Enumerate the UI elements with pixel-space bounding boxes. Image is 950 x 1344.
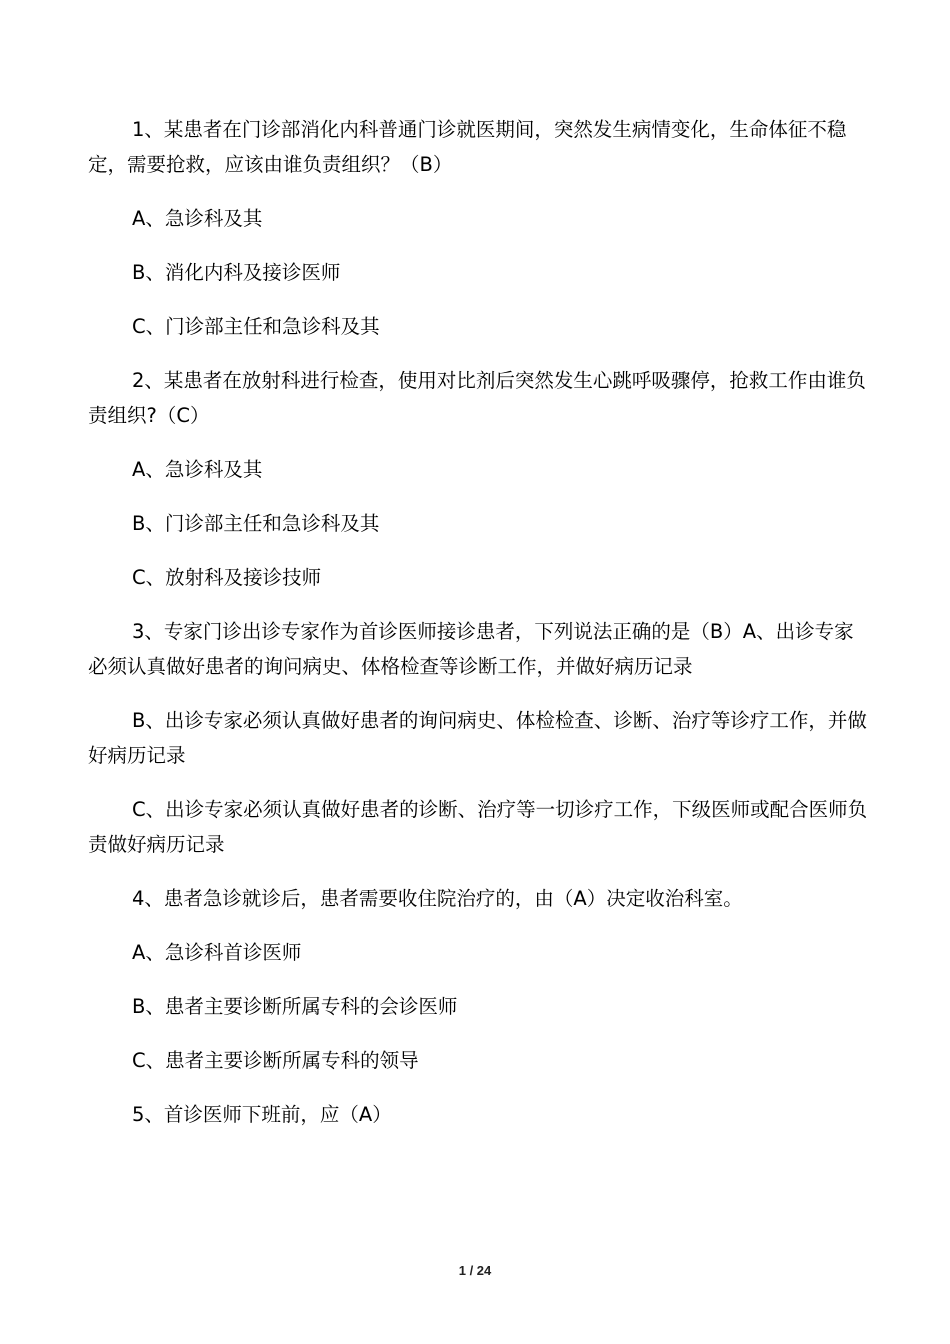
question-1-option-c: C、门诊部主任和急诊科及其 <box>132 315 380 338</box>
question-3-stem: 3、专家门诊出诊专家作为首诊医师接诊患者，下列说法正确的是（B）A、出诊专家必须认真做好患者的询问病史、体格检查等诊断工作，并做好病历记录 <box>88 620 854 678</box>
question-3-option-b: B、出诊专家必须认真做好患者的询问病史、体检检查、诊断、治疗等诊疗工作，并做好病历记录 <box>88 709 867 767</box>
question-2-option-b: B、门诊部主任和急诊科及其 <box>132 512 380 535</box>
question-1-option-b: B、消化内科及接诊医师 <box>132 261 341 284</box>
question-3-option-c: C、出诊专家必须认真做好患者的诊断、治疗等一切诊疗工作，下级医师或配合医师负责做好病历记录 <box>88 798 868 856</box>
question-4-option-b: B、患者主要诊断所属专科的会诊医师 <box>132 995 458 1018</box>
question-1-stem: 1、某患者在门诊部消化内科普通门诊就医期间，突然发生病情变化，生命体征不稳定，需要抢救，应该由谁负责组织？（B） <box>88 118 847 176</box>
question-4-stem: 4、患者急诊就诊后，患者需要收住院治疗的，由（A）决定收治科室。 <box>132 887 743 910</box>
question-2-option-c: C、放射科及接诊技师 <box>132 566 322 589</box>
question-2-stem: 2、某患者在放射科进行检查，使用对比剂后突然发生心跳呼吸骤停，抢救工作由谁负责组织?（C） <box>88 369 866 427</box>
question-5-stem: 5、首诊医师下班前，应（A） <box>132 1103 392 1126</box>
page-number: 1 / 24 <box>458 1263 492 1278</box>
question-4-option-c: C、患者主要诊断所属专科的领导 <box>132 1049 419 1072</box>
question-2-option-a: A、急诊科及其 <box>132 458 263 481</box>
document-body <box>88 112 868 1151</box>
question-1-option-a: A、急诊科及其 <box>132 207 263 230</box>
question-4-option-a: A、急诊科首诊医师 <box>132 941 302 964</box>
